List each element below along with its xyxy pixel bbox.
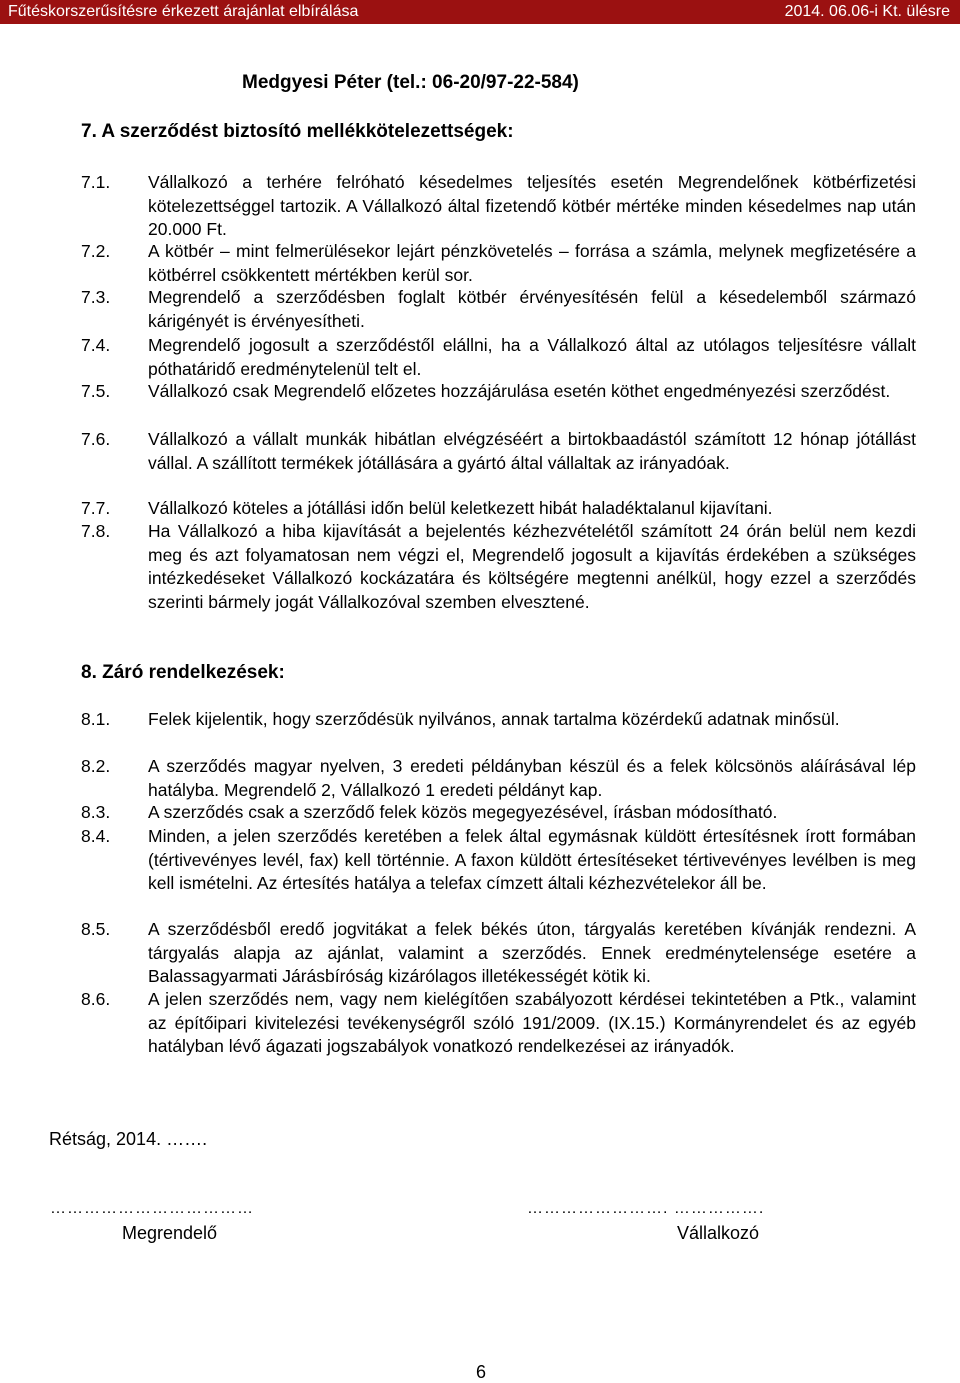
clause-8-4 [81,825,916,896]
clause-7-6 [81,428,916,475]
signature-name-client: Megrendelő [122,1223,218,1243]
clause-text: A szerződésből eredő jogvitákat a felek békés úton, tárgyalás keretében kívánják rendezni. A tárgyalás alapja az ajánlat, valamint a szerződés. Ennek eredménytelensége esetére a Balassagyarmati Járásbíróság kizárólagos illetékességét kötik ki. [148,919,916,986]
signature-name-contractor: Vállalkozó [677,1223,760,1243]
signature-line-contractor: ……………………. ……………. [527,1200,765,1217]
clause-number: 7.3. [81,287,111,307]
clause-text: Megrendelő jogosult a szerződéstől elállni, ha a Vállalkozó által az utólagos teljesítésre vállalt póthatáridő eredménytelenül telt el. [148,335,916,379]
header-title: Fűtéskorszerűsítésre érkezett árajánlat elbírálása [8,3,359,20]
clause-text: Vállalkozó csak Megrendelő előzetes hozzájárulása esetén köthet engedményezési szerződést. [148,381,891,401]
clause-number: 7.1. [81,172,111,192]
clause-text: A jelen szerződés nem, vagy nem kielégítően szabályozott kérdései tekintetében a Ptk., valamint az építőipari kivitelezési tevékenységről szóló 191/2009. (IX.15.) Kormányrendelet és az egyéb hatályban lévő ágazati jogszabályok vonatkozó rendelkezései az irányadók. [148,989,916,1056]
clause-8-1 [81,708,916,732]
clause-7-2 [81,240,916,287]
clause-7-3 [81,286,916,333]
clause-number: 7.6. [81,429,111,449]
clause-text: Minden, a jelen szerződés keretében a felek által egymásnak küldött értesítésnek írott formában (tértivevényes levél, fax) kell történnie. A faxon küldött értesítéseket tértivevényes levélben is meg kell ismételni. Az értesítés hatálya a telefax címzett általi kézhezvételekor áll be. [148,826,916,893]
clause-7-4 [81,334,916,381]
signature-line-client: ……………………………… [50,1200,254,1217]
clause-8-3 [81,801,916,825]
clause-8-6 [81,988,916,1059]
clause-number: 8.3. [81,802,111,822]
clause-text: Ha Vállalkozó a hiba kijavítását a bejelentés kézhezvételétől számított 24 órán belül nem kezdi meg és azt folyamatosan nem végzi el, Megrendelő jogosult a kijavítás érdekében a szükséges intézkedéseket Vállalkozó kockázatára és költségére megtenni anélkül, hogy ezzel a szerződés szerinti bármely jogát Vállalkozóval szemben elvesztené. [148,521,916,612]
clause-7-1 [81,171,916,242]
clause-7-7 [81,497,916,521]
clause-text: A kötbér – mint felmerülésekor lejárt pénzkövetelés – forrása a számla, melynek megfizetésére a kötbérrel csökkentett mértékben kerül sor. [148,241,916,285]
place-and-date: Rétság, 2014. ……. [49,1129,208,1149]
clause-text: Megrendelő a szerződésben foglalt kötbér érvényesítésén felül a késedelemből származó kárigényét is érvényesítheti. [148,287,916,331]
header-meeting-date: 2014. 06.06-i Kt. ülésre [784,3,950,20]
clause-number: 7.2. [81,241,111,261]
running-header [0,0,960,24]
clause-number: 7.4. [81,335,111,355]
clause-number: 7.5. [81,381,111,401]
clause-text: Vállalkozó a vállalt munkák hibátlan elvégzéséért a birtokbaadástól számított 12 hónap jótállást vállal. A szállított termékek jótállására a gyártó által vállaltak az irányadóak. [148,429,916,473]
clause-text: Vállalkozó a terhére felróható késedelmes teljesítés esetén Megrendelőnek kötbérfizetési kötelezettséggel tartozik. A Vállalkozó által fizetendő kötbér mértéke minden késedelmes nap után 20.000 Ft. [148,172,916,239]
clause-7-8 [81,520,916,614]
clause-number: 8.1. [81,709,111,729]
clause-number: 7.7. [81,498,111,518]
clause-number: 7.8. [81,521,111,541]
page-number: 6 [476,1362,487,1382]
section-7-title: 7. A szerződést biztosító mellékkötelezettségek: [81,121,514,142]
clause-text: A szerződés magyar nyelven, 3 eredeti példányban készül és a felek kölcsönös aláírásával lép hatályba. Megrendelő 2, Vállalkozó 1 eredeti példányt kap. [148,756,916,800]
clause-8-5 [81,918,916,989]
clause-number: 8.2. [81,756,111,776]
contact-line: Medgyesi Péter (tel.: 06-20/97-22-584) [242,72,579,93]
clause-number: 8.5. [81,919,111,939]
clause-text: A szerződés csak a szerződő felek közös megegyezésével, írásban módosítható. [148,802,778,822]
clause-number: 8.6. [81,989,111,1009]
clause-text: Vállalkozó köteles a jótállási időn belül keletkezett hibát haladéktalanul kijavítani. [148,498,773,518]
section-8-title: 8. Záró rendelkezések: [81,662,285,683]
clause-text: Felek kijelentik, hogy szerződésük nyilvános, annak tartalma közérdekű adatnak minősül. [148,709,840,729]
clause-7-5 [81,380,916,404]
clause-number: 8.4. [81,826,111,846]
clause-8-2 [81,755,916,802]
